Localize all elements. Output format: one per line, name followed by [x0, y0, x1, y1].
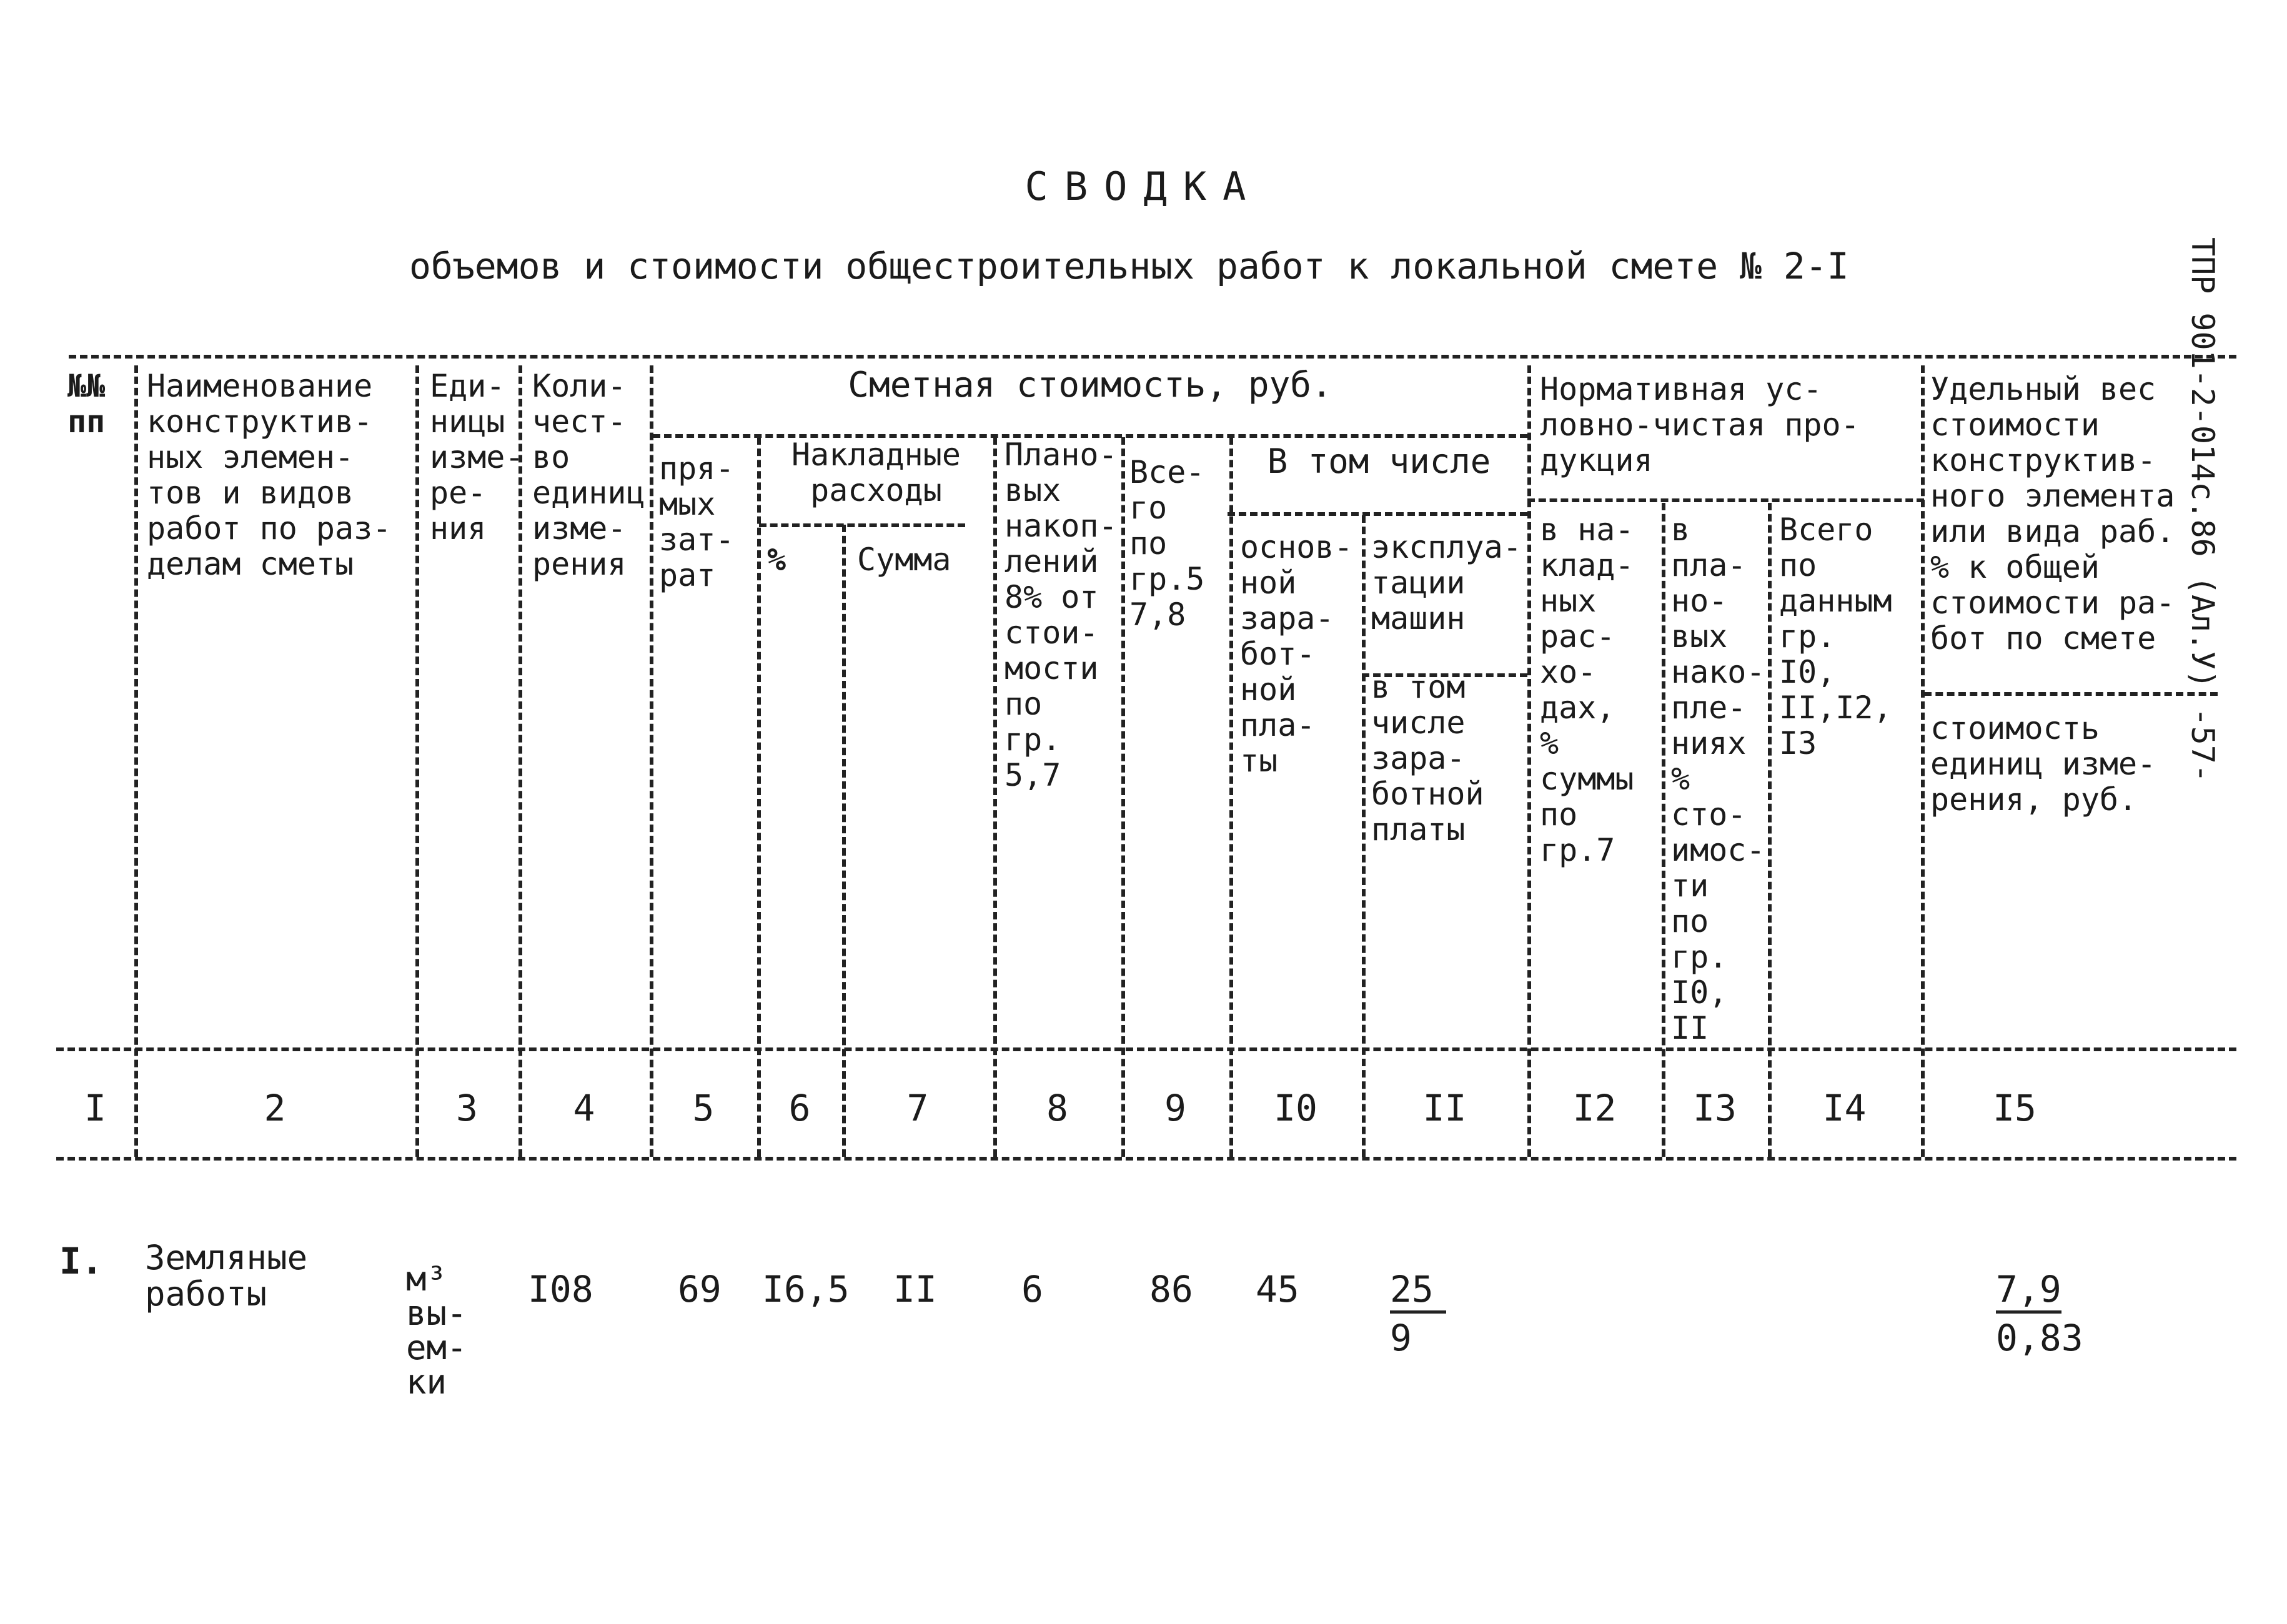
header-col-11b: в том числе зара- ботной платы: [1371, 669, 1484, 848]
col-divider: [1921, 365, 1925, 1157]
col-number: 3: [456, 1087, 478, 1129]
row-machine-wage: 9: [1390, 1317, 1412, 1359]
header-col-2: Наименование конструктив- ных элемен- тов и видов работ по раз- делам сметы: [147, 368, 392, 582]
col-divider: [1527, 365, 1531, 1157]
col-divider: [1662, 503, 1665, 1157]
header-col-6: %: [767, 542, 786, 578]
col-number: 8: [1046, 1087, 1068, 1129]
col-number: 9: [1164, 1087, 1186, 1129]
row-share-percent: 7,9: [1996, 1268, 2061, 1314]
col-number: I0: [1274, 1087, 1317, 1129]
page-subtitle: объемов и стоимости общестроительных работ к локальной смете № 2-I: [409, 245, 1849, 287]
row-unit-cost: 0,83: [1996, 1317, 2083, 1359]
header-bottom-rule: [56, 1047, 2236, 1051]
row-base-wage: 45: [1256, 1268, 1299, 1310]
header-col-14: Всего по данным гр. I0, II,I2, I3: [1779, 512, 1892, 761]
col-divider: [842, 525, 846, 1157]
col-divider: [993, 437, 997, 1157]
row-unit: м³ вы- ем- ки: [406, 1259, 467, 1402]
col-number: 4: [573, 1087, 595, 1129]
header-group-incl: В том числе: [1267, 442, 1491, 481]
row-total: 86: [1149, 1268, 1193, 1310]
col-divider: [1229, 437, 1233, 1157]
col-number: I4: [1822, 1087, 1867, 1129]
col-divider: [415, 365, 419, 1157]
col-divider: [757, 437, 761, 1157]
header-col-4: Коли- чест- во единиц изме- рения: [532, 368, 645, 582]
col-divider: [1768, 503, 1772, 1157]
col-number: II: [1422, 1087, 1467, 1129]
header-col-7: Сумма: [857, 542, 951, 578]
row-number: I.: [59, 1240, 103, 1282]
header-col-15a: Удельный вес стоимости конструктив- ного элемента или вида раб. % к общей стоимости ра- бот по смете: [1930, 371, 2175, 656]
side-document-code: ТПР 901-2-014с.86 (Ал.У) -57-: [2185, 237, 2221, 783]
row-name: Земляные работы: [145, 1238, 308, 1314]
header-col-13: в пла- но- вых нако- пле- ниях % сто- имос- ти по гр. I0, II: [1671, 512, 1765, 1046]
header-col-12: в на- клад- ных рас- хо- дах, % суммы по гр.7: [1540, 512, 1634, 868]
col-number: I3: [1693, 1087, 1737, 1129]
header-col-1: №№ пп: [67, 368, 106, 440]
header-col-9: Все- го по гр.5 7,8: [1129, 454, 1205, 633]
header-group-cost: Сметная стоимость, руб.: [848, 365, 1332, 405]
header-col-15b: стоимость единиц изме- рения, руб.: [1930, 710, 2156, 818]
header-col-5: пря- мых зат- рат: [659, 450, 735, 593]
col-number: I2: [1572, 1087, 1617, 1129]
row-machine-costs: 25: [1390, 1268, 1446, 1314]
col-number: I: [84, 1087, 106, 1129]
header-group-overhead: Накладные расходы: [791, 437, 961, 508]
col-number: 5: [692, 1087, 715, 1129]
col15-split-rule: [1924, 692, 2218, 696]
col-divider: [650, 365, 653, 1157]
incl-group-rule: [1228, 512, 1527, 516]
col-number: 2: [264, 1087, 286, 1129]
numbers-bottom-rule: [56, 1157, 2236, 1161]
col-divider: [134, 365, 138, 1157]
header-col-8: Плано- вых накоп- лений 8% от стои- мости по гр. 5,7: [1005, 437, 1118, 793]
col-number: 6: [788, 1087, 811, 1129]
header-group-norm: Нормативная ус- ловно-чистая про- дукция: [1540, 371, 1860, 478]
norm-group-rule: [1527, 498, 1924, 502]
row-qty: I08: [528, 1268, 593, 1310]
header-col-3: Еди- ницы изме- ре- ния: [430, 368, 524, 547]
col-divider: [1121, 437, 1125, 1157]
overhead-group-rule: [759, 523, 965, 527]
row-overhead-percent: I6,5: [762, 1268, 850, 1310]
col-number: 7: [906, 1087, 929, 1129]
table-top-rule: [69, 355, 2236, 359]
row-direct-costs: 69: [678, 1268, 722, 1310]
row-overhead-sum: II: [893, 1268, 937, 1310]
header-col-11: эксплуа- тации машин: [1371, 529, 1522, 636]
row-planned-savings: 6: [1021, 1268, 1043, 1310]
col-divider: [1362, 515, 1366, 1157]
header-col-10: основ- ной зара- бот- ной пла- ты: [1240, 529, 1353, 779]
col-number: I5: [1993, 1087, 2036, 1129]
page-title: СВОДКА: [1024, 164, 1263, 209]
